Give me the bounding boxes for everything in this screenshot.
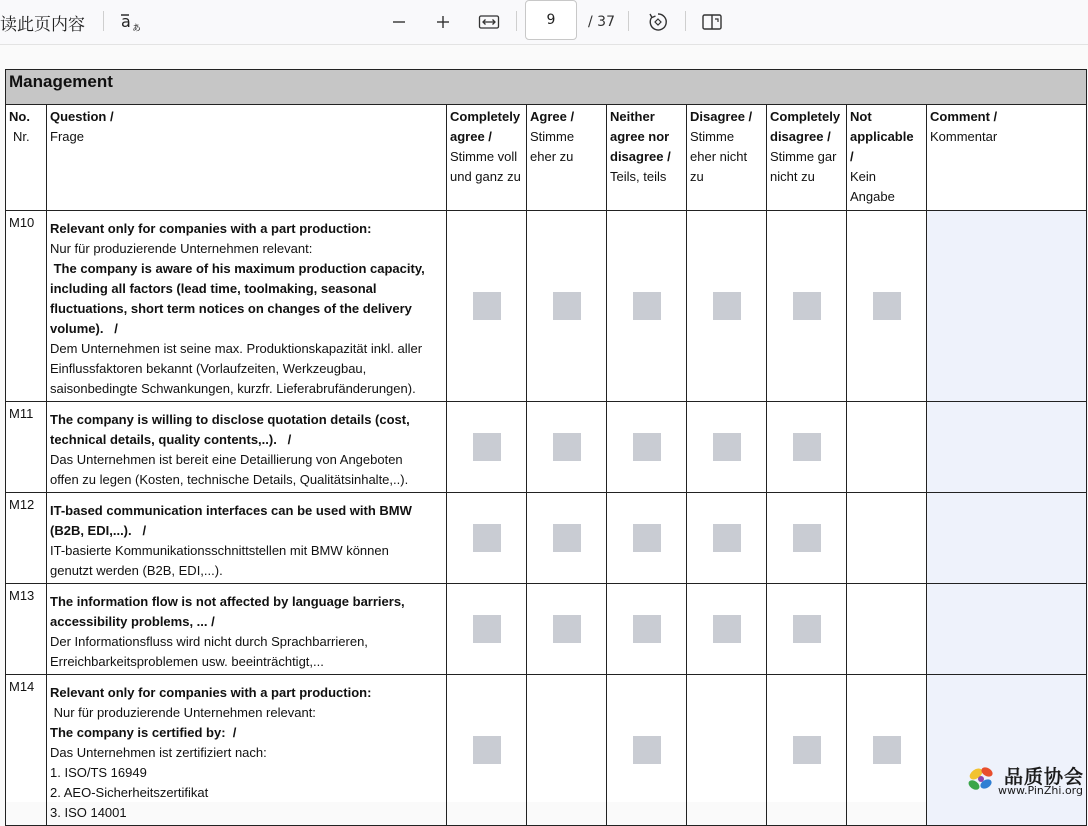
header-line: agree nor bbox=[610, 129, 670, 144]
answer-cell-agree bbox=[527, 402, 607, 493]
comment-field[interactable] bbox=[927, 675, 1087, 826]
question-line: volume). / bbox=[50, 321, 118, 336]
question-number: M10 bbox=[6, 211, 47, 402]
answer-cell-not-applicable bbox=[847, 402, 927, 493]
header-line: No. bbox=[9, 109, 30, 124]
question-line: including all factors (lead time, toolmaking, seasonal bbox=[50, 281, 377, 296]
header-agree bbox=[527, 105, 607, 211]
answer-cell-completely-disagree bbox=[767, 675, 847, 826]
question-line: The company is certified by: / bbox=[50, 725, 237, 740]
question-text bbox=[47, 402, 447, 493]
plus-icon bbox=[435, 14, 451, 30]
header-line: Stimme gar bbox=[770, 149, 837, 164]
answer-checkbox-completely-disagree[interactable] bbox=[793, 736, 821, 764]
header-line: disagree / bbox=[610, 149, 671, 164]
answer-cell-completely-disagree bbox=[767, 211, 847, 402]
text-options-icon bbox=[120, 11, 144, 33]
answer-checkbox-disagree[interactable] bbox=[713, 524, 741, 552]
zoom-in-button[interactable] bbox=[429, 0, 457, 44]
header-neither bbox=[607, 105, 687, 211]
answer-cell-not-applicable bbox=[847, 211, 927, 402]
answer-cell-not-applicable bbox=[847, 675, 927, 826]
zoom-out-button[interactable] bbox=[385, 0, 413, 44]
answer-cell-completely-agree bbox=[447, 402, 527, 493]
answer-cell-disagree bbox=[687, 675, 767, 826]
answer-checkbox-completely-agree[interactable] bbox=[473, 433, 501, 461]
answer-checkbox-completely-disagree[interactable] bbox=[793, 524, 821, 552]
question-row-m12 bbox=[6, 493, 1087, 584]
minus-icon bbox=[391, 14, 407, 30]
answer-cell-completely-agree bbox=[447, 584, 527, 675]
question-text bbox=[47, 675, 447, 826]
comment-field[interactable] bbox=[927, 584, 1087, 675]
header-line: Teils, teils bbox=[610, 169, 667, 184]
answer-checkbox-completely-disagree[interactable] bbox=[793, 292, 821, 320]
answer-checkbox-neither[interactable] bbox=[633, 524, 661, 552]
fit-width-button[interactable] bbox=[475, 0, 503, 44]
answer-checkbox-not-applicable[interactable] bbox=[873, 292, 901, 320]
header-line: Agree / bbox=[530, 109, 575, 124]
answer-cell-completely-disagree bbox=[767, 402, 847, 493]
flower-logo-icon bbox=[962, 760, 1002, 800]
header-line: Stimme bbox=[690, 129, 735, 144]
question-line: Nur für produzierende Unternehmen relevant: bbox=[50, 241, 313, 256]
question-line: 3. ISO 14001 bbox=[50, 805, 127, 820]
header-completely-disagree bbox=[767, 105, 847, 211]
answer-checkbox-completely-disagree[interactable] bbox=[793, 433, 821, 461]
page-view-button[interactable] bbox=[698, 0, 726, 44]
question-number: M14 bbox=[6, 675, 47, 826]
page-total bbox=[588, 0, 615, 44]
fit-width-icon bbox=[478, 14, 500, 30]
answer-cell-completely-agree bbox=[447, 211, 527, 402]
question-number: M11 bbox=[6, 402, 47, 493]
header-line: nicht zu bbox=[770, 169, 815, 184]
answer-checkbox-neither[interactable] bbox=[633, 615, 661, 643]
header-line: zu bbox=[690, 169, 704, 184]
header-line: Kein bbox=[850, 169, 877, 184]
answer-checkbox-agree[interactable] bbox=[553, 615, 581, 643]
answer-cell-agree bbox=[527, 675, 607, 826]
answer-checkbox-completely-agree[interactable] bbox=[473, 292, 501, 320]
answer-cell-completely-disagree bbox=[767, 493, 847, 584]
questionnaire-table bbox=[5, 69, 1087, 826]
answer-checkbox-completely-agree[interactable] bbox=[473, 615, 501, 643]
toolbar-divider bbox=[103, 11, 104, 31]
rotate-icon bbox=[647, 11, 669, 33]
watermark-title: 品质协会 bbox=[1004, 766, 1085, 788]
answer-cell-agree bbox=[527, 584, 607, 675]
toolbar-divider bbox=[628, 11, 629, 31]
answer-cell-neither bbox=[607, 675, 687, 826]
rotate-button[interactable] bbox=[644, 0, 672, 44]
answer-checkbox-neither[interactable] bbox=[633, 292, 661, 320]
answer-cell-agree bbox=[527, 493, 607, 584]
question-line: genutzt werden (B2B, EDI,...). bbox=[50, 563, 223, 578]
question-line: Dem Unternehmen ist seine max. Produktionskapazität inkl. aller bbox=[50, 341, 423, 356]
answer-checkbox-disagree[interactable] bbox=[713, 615, 741, 643]
answer-checkbox-agree[interactable] bbox=[553, 433, 581, 461]
answer-cell-completely-agree bbox=[447, 675, 527, 826]
answer-cell-agree bbox=[527, 211, 607, 402]
question-line: Das Unternehmen ist bereit eine Detaillierung von Angeboten bbox=[50, 452, 403, 467]
question-line: Erreichbarkeitsproblemen usw. beeinträchtigt,... bbox=[50, 654, 324, 669]
header-line: / bbox=[850, 149, 854, 164]
question-line: Einflussfaktoren bekannt (Vorlaufzeiten, Werkzeugbau, bbox=[50, 361, 367, 376]
answer-checkbox-agree[interactable] bbox=[553, 524, 581, 552]
header-disagree bbox=[687, 105, 767, 211]
header-line: Question / bbox=[50, 109, 114, 124]
header-line: applicable bbox=[850, 129, 914, 144]
pdf-toolbar bbox=[0, 0, 1088, 45]
question-line: (B2B, EDI,...). / bbox=[50, 523, 147, 538]
answer-cell-not-applicable bbox=[847, 493, 927, 584]
watermark-url: www.PinZhi.org bbox=[998, 784, 1083, 797]
question-line: saisonbedingte Schwankungen, kurzfr. Lieferabrufänderungen). bbox=[50, 381, 416, 396]
answer-cell-disagree bbox=[687, 211, 767, 402]
question-line: accessibility problems, ... / bbox=[50, 614, 215, 629]
section-title: Management bbox=[6, 70, 1087, 105]
answer-checkbox-not-applicable[interactable] bbox=[873, 736, 901, 764]
answer-checkbox-completely-agree[interactable] bbox=[473, 736, 501, 764]
answer-checkbox-agree[interactable] bbox=[553, 292, 581, 320]
question-number: M12 bbox=[6, 493, 47, 584]
column-header-row bbox=[6, 105, 1087, 211]
question-line: The company is aware of his maximum production capacity, bbox=[50, 261, 425, 276]
question-line: The company is willing to disclose quotation details (cost, bbox=[50, 412, 410, 427]
question-line: fluctuations, short term notices on changes of the delivery bbox=[50, 301, 412, 316]
header-line: und ganz zu bbox=[450, 169, 521, 184]
question-row-m10 bbox=[6, 211, 1087, 402]
read-aloud-button[interactable] bbox=[0, 0, 85, 44]
header-line: Stimme bbox=[530, 129, 575, 144]
answer-cell-completely-agree bbox=[447, 493, 527, 584]
header-line: eher nicht bbox=[690, 149, 748, 164]
question-line: offen zu legen (Kosten, technische Details, Qualitätsinhalte,..). bbox=[50, 472, 409, 487]
question-line: Der Informationsfluss wird nicht durch Sprachbarrieren, bbox=[50, 634, 368, 649]
answer-checkbox-neither[interactable] bbox=[633, 736, 661, 764]
answer-checkbox-neither[interactable] bbox=[633, 433, 661, 461]
question-rows bbox=[6, 211, 1087, 826]
question-number: M13 bbox=[6, 584, 47, 675]
answer-cell-neither bbox=[607, 493, 687, 584]
question-text bbox=[47, 211, 447, 402]
svg-text:a: a bbox=[121, 12, 131, 31]
header-line: Frage bbox=[50, 129, 84, 144]
read-aloud-label: 读此页内容 bbox=[0, 14, 85, 35]
header-completely-agree bbox=[447, 105, 527, 211]
watermark-logo bbox=[962, 760, 1086, 800]
question-line: IT-based communication interfaces can be used with BMW bbox=[50, 503, 412, 518]
header-line: Disagree / bbox=[690, 109, 753, 124]
header-line: Comment / bbox=[930, 109, 998, 124]
header-line: eher zu bbox=[530, 149, 574, 164]
toolbar-divider bbox=[516, 11, 517, 31]
question-line: Das Unternehmen ist zertifiziert nach: bbox=[50, 745, 267, 760]
question-row-m14 bbox=[6, 675, 1087, 826]
comment-field[interactable] bbox=[927, 211, 1087, 402]
svg-text:ぁ: ぁ bbox=[131, 20, 142, 33]
question-line: Nur für produzierende Unternehmen relevant: bbox=[50, 705, 316, 720]
question-text bbox=[47, 493, 447, 584]
page-number-value: 9 bbox=[546, 12, 556, 28]
answer-cell-not-applicable bbox=[847, 584, 927, 675]
answer-cell-disagree bbox=[687, 584, 767, 675]
header-line: agree / bbox=[450, 129, 492, 144]
answer-cell-neither bbox=[607, 584, 687, 675]
comment-field[interactable] bbox=[927, 493, 1087, 584]
question-line: 2. AEO-Sicherheitszertifikat bbox=[50, 785, 209, 800]
question-line: 1. ISO/TS 16949 bbox=[50, 765, 147, 780]
section-header-row bbox=[6, 70, 1087, 105]
header-line: Stimme voll bbox=[450, 149, 518, 164]
answer-checkbox-disagree[interactable] bbox=[713, 292, 741, 320]
question-row-m13 bbox=[6, 584, 1087, 675]
answer-cell-disagree bbox=[687, 402, 767, 493]
answer-checkbox-disagree[interactable] bbox=[713, 433, 741, 461]
text-options-button[interactable] bbox=[117, 0, 147, 44]
header-line: Completely bbox=[770, 109, 841, 124]
answer-checkbox-completely-disagree[interactable] bbox=[793, 615, 821, 643]
question-text bbox=[47, 584, 447, 675]
page-total-label: / 37 bbox=[588, 14, 615, 30]
header-no bbox=[6, 105, 47, 211]
header-line: Completely bbox=[450, 109, 521, 124]
header-line: Not bbox=[850, 109, 872, 124]
answer-cell-neither bbox=[607, 402, 687, 493]
question-row-m11 bbox=[6, 402, 1087, 493]
header-line: Angabe bbox=[850, 189, 895, 204]
question-line: Relevant only for companies with a part production: bbox=[50, 221, 372, 236]
page-number-input[interactable] bbox=[525, 0, 577, 40]
answer-cell-disagree bbox=[687, 493, 767, 584]
header-line: Neither bbox=[610, 109, 655, 124]
header-line: Nr. bbox=[13, 129, 30, 144]
question-line: Relevant only for companies with a part production: bbox=[50, 685, 372, 700]
question-line: IT-basierte Kommunikationsschnittstellen mit BMW können bbox=[50, 543, 389, 558]
answer-cell-completely-disagree bbox=[767, 584, 847, 675]
header-not-applicable bbox=[847, 105, 927, 211]
comment-field[interactable] bbox=[927, 402, 1087, 493]
answer-checkbox-completely-agree[interactable] bbox=[473, 524, 501, 552]
header-comment bbox=[927, 105, 1087, 211]
two-page-view-icon bbox=[700, 12, 724, 32]
header-line: disagree / bbox=[770, 129, 831, 144]
question-line: The information flow is not affected by language barriers, bbox=[50, 594, 405, 609]
header-line: Kommentar bbox=[930, 129, 998, 144]
toolbar-divider bbox=[685, 11, 686, 31]
pdf-page bbox=[5, 69, 1085, 820]
header-question bbox=[47, 105, 447, 211]
question-line: technical details, quality contents,..). / bbox=[50, 432, 292, 447]
answer-cell-neither bbox=[607, 211, 687, 402]
